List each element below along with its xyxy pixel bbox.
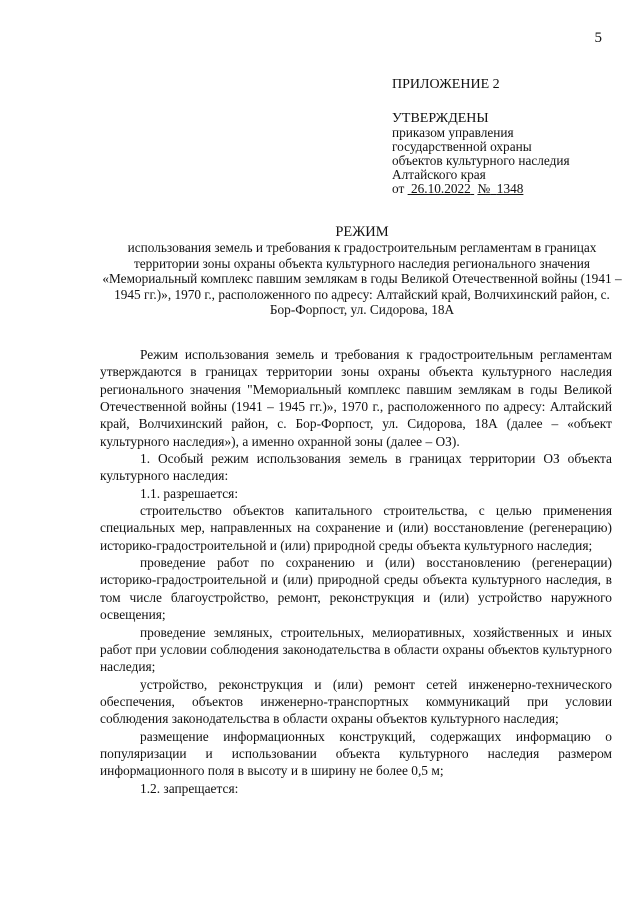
- paragraph: размещение информационных конструкций, содержащих информацию о популяризации и использовании объекта культурного наследия размером информационного поля в высоту и в ширину не более 0,5 м;: [100, 728, 612, 779]
- paragraph: строительство объектов капитального строительства, с целью применения специальных мер, направленных на сохранение и (или) восстановление (регенерацию) историко-градостроительной и (или) природной среды объекта культурного наследия;: [100, 503, 612, 553]
- paragraph: проведение работ по сохранению и (или) восстановлению (регенерации) историко-градостроительной и (или) природной среды объекта культурного наследия, в том числе благоустройство, ремонт, реконструкция и (или) устройство наружного освещения;: [100, 555, 612, 623]
- date-prefix: от: [392, 181, 405, 196]
- document-title-block: [100, 224, 624, 318]
- paragraph: Режим использования земель и требования к градостроительным регламентам утверждаются в границах территории зоны охраны объекта культурного наследия регионального значения "Мемориальный комплекс павшим землякам в годы Великой Отечественной войны (1941 – 1945 гг.)», 1970 г., расположенного по адресу: Алтайский край, Волчихинский район, с. Бор-Форпост, ул. Сидорова, 18А (далее – «объект культурного наследия»), а именно охранной зоны (далее – ОЗ).: [100, 347, 612, 449]
- order-date: 26.10.2022: [410, 181, 471, 196]
- order-line: Алтайского края: [392, 167, 486, 182]
- document-body: [100, 346, 612, 797]
- paragraph: 1.2. запрещается:: [140, 780, 239, 796]
- order-date-line: [392, 182, 570, 196]
- paragraph: устройство, реконструкция и (или) ремонт сетей инженерно-технического обеспечения, объектов инженерно-транспортных коммуникаций при условии соблюдения законодательства в области охраны объектов культурного наследия;: [100, 676, 612, 727]
- page-number: 5: [594, 30, 602, 46]
- order-line: государственной охраны: [392, 139, 532, 154]
- approved-heading: УТВЕРЖДЕНЫ: [392, 111, 489, 126]
- order-line: объектов культурного наследия: [392, 153, 570, 168]
- paragraph: 1. Особый режим использования земель в границах территории ОЗ объекта культурного наследия:: [100, 451, 612, 484]
- order-line: приказом управления: [392, 125, 514, 140]
- paragraph: проведение земляных, строительных, мелиоративных, хозяйственных и иных работ при условии соблюдения законодательства в области охраны объектов культурного наследия;: [100, 624, 612, 675]
- document-subtitle: использования земель и требования к градостроительным регламентам в границах территории зоны охраны объекта культурного наследия регионального значения «Мемориальный комплекс павшим землякам в годы Великой Отечественной войны (1941 – 1945 гг.)», 1970 г., расположенного по адресу: Алтайский край, Волчихинский район, с. Бор-Форпост, ул. Сидорова, 18А: [102, 240, 622, 318]
- document-title: РЕЖИМ: [335, 224, 389, 240]
- order-number: № 1348: [477, 181, 524, 196]
- appendix-heading: ПРИЛОЖЕНИЕ 2: [392, 77, 500, 92]
- order-reference: [392, 126, 570, 196]
- paragraph: 1.1. разрешается:: [140, 485, 239, 501]
